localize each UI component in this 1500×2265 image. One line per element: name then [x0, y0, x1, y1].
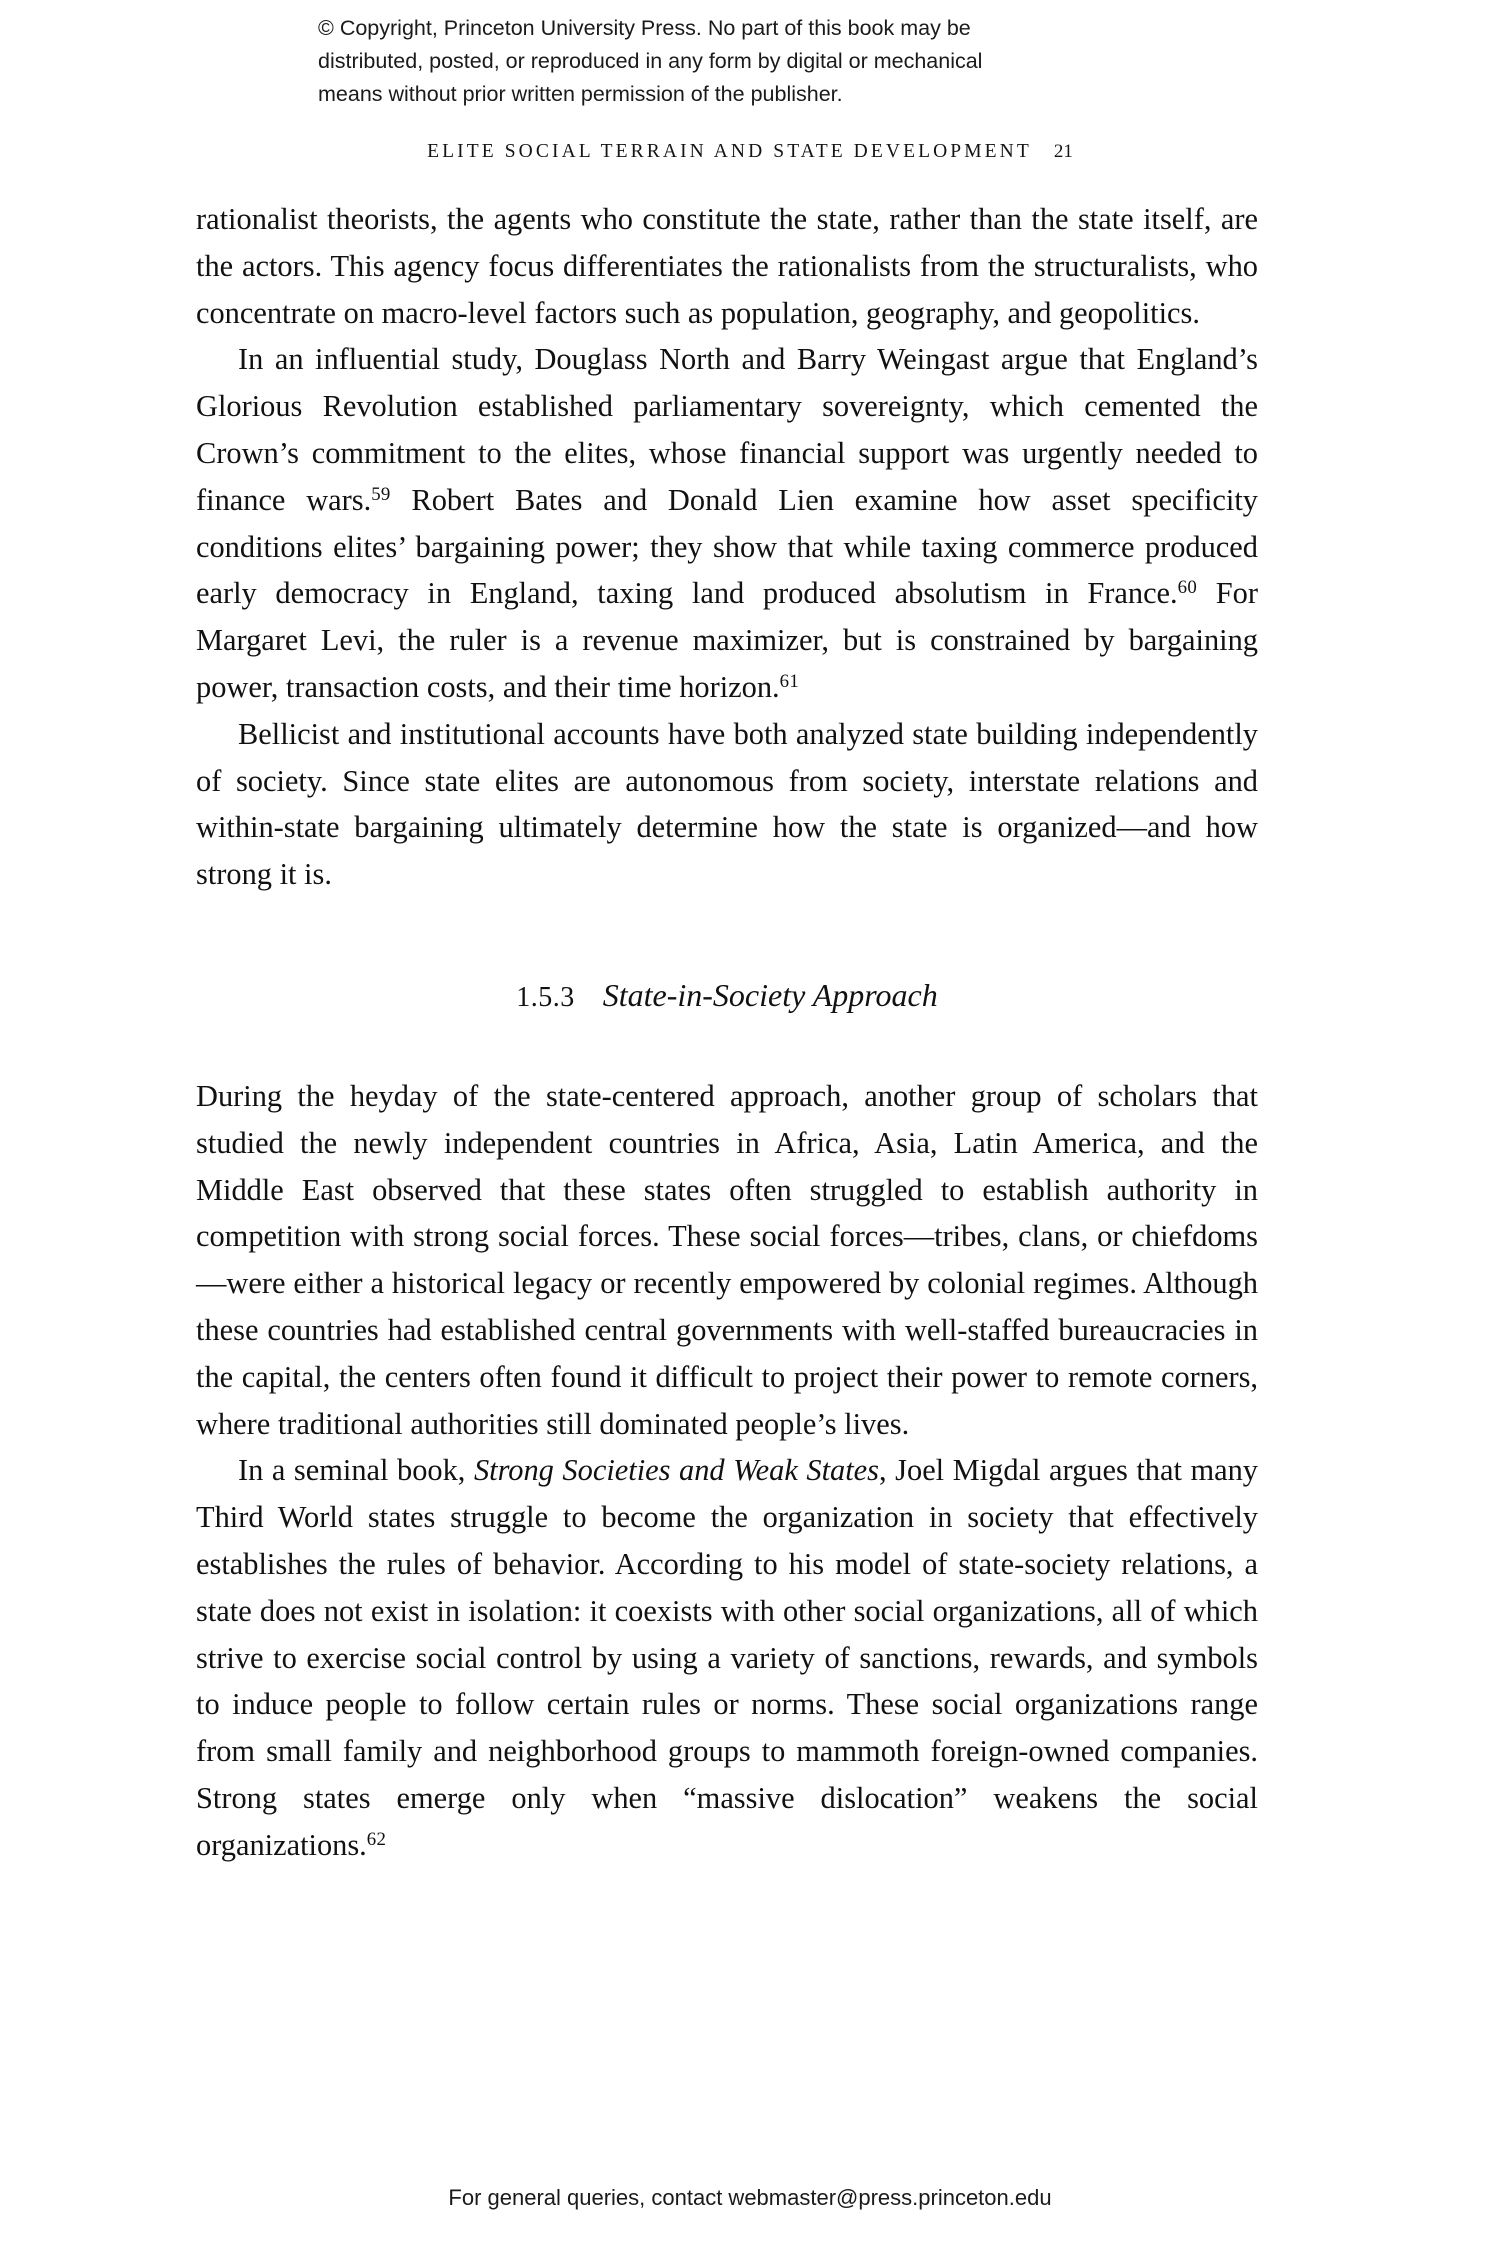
paragraph-text-segment: In an influential study, Douglass North and Barry Weingast argue that England’s Glorious Revolution established parliamentary sovereignty, which cemented the Crown’s commitment to the elites, whose financial support was urgently needed to finance wars.	[196, 342, 1258, 517]
footnote-marker-62[interactable]: 62	[366, 1828, 387, 1850]
running-head	[0, 140, 1500, 163]
running-head-title: ELITE SOCIAL TERRAIN AND STATE DEVELOPMENT	[427, 141, 1032, 162]
copyright-notice-line-3: means without prior written permission of the publisher.	[318, 82, 843, 106]
section-heading	[196, 972, 1258, 1021]
copyright-notice	[318, 12, 1158, 111]
paragraph-text-segment: Robert Bates and Donald Lien examine how asset specificity conditions elites’ bargaining power; they show that while taxing commerce produced early democracy in England, taxing land produced absolutism in France.	[196, 482, 1259, 611]
paragraph-text-segment: , Joel Migdal argues that many Third World states struggle to become the organization in society that effectively establishes the rules of behavior. According to his model of state-society relations, a state does not exist in isolation: it coexists with other social organizations, all of which strive to exercise social control by using a variety of sanctions, rewards, and symbols to induce people to follow certain rules or norms. These social organizations range from small family and neighborhood groups to mammoth foreign-owned companies. Strong states emerge only when “massive dislocation” weakens the social organizations.	[196, 1453, 1259, 1862]
paragraph-state-in-society: During the heyday of the state-centered approach, another group of scholars that studied the newly independent countries in Africa, Asia, Latin America, and the Middle East observed that these states often struggled to establish authority in competition with strong social forces. These social forces—tribes, clans, or chiefdoms—were either a historical legacy or recently empowered by colonial regimes. Although these countries had established central governments with well-staffed bureaucracies in the capital, the centers often found it difficult to project their power to remote corners, where traditional authorities still dominated people’s lives.	[196, 1078, 1258, 1441]
page-footer	[0, 2185, 1500, 2211]
footnote-marker-59[interactable]: 59	[371, 483, 391, 505]
book-title-italic: Strong Societies and Weak States	[473, 1453, 880, 1488]
page-text-block	[196, 196, 1258, 1869]
paragraph-text-segment: In a seminal book,	[238, 1453, 474, 1488]
copyright-notice-line-2: distributed, posted, or reproduced in any form by digital or mechanical	[318, 49, 983, 73]
footnote-marker-61[interactable]: 61	[779, 671, 800, 693]
copyright-notice-line-1: © Copyright, Princeton University Press. No part of this book may be	[318, 16, 971, 40]
heading-spacer-below	[196, 1021, 1258, 1073]
paragraph-text-segment: For Margaret Levi, the ruler is a revenue maximizer, but is constrained by bargaining power, transaction costs, and their time horizon.	[196, 576, 1258, 704]
section-title: State-in-Society Approach	[602, 976, 938, 1013]
footer-contact-text: For general queries, contact webmaster@press.princeton.edu	[448, 2185, 1052, 2210]
paragraph-bellicist: Bellicist and institutional accounts have both analyzed state building independently of society. Since state elites are autonomous from society, interstate relations and within-state bargaining ultimately determine how the state is organized—and how strong it is.	[196, 716, 1258, 892]
paragraph-continuation: rationalist theorists, the agents who constitute the state, rather than the state itself, are the actors. This agency focus differentiates the rationalists from the structuralists, who concentrate on macro-level factors such as population, geography, and geopolitics.	[196, 202, 1258, 330]
page-number: 21	[1053, 141, 1073, 162]
footnote-marker-60[interactable]: 60	[1177, 577, 1198, 599]
paragraph-migdal	[196, 1447, 1258, 1868]
heading-spacer-above	[196, 898, 1258, 972]
paragraph-north-weingast	[196, 336, 1258, 710]
section-number: 1.5.3	[516, 981, 575, 1013]
